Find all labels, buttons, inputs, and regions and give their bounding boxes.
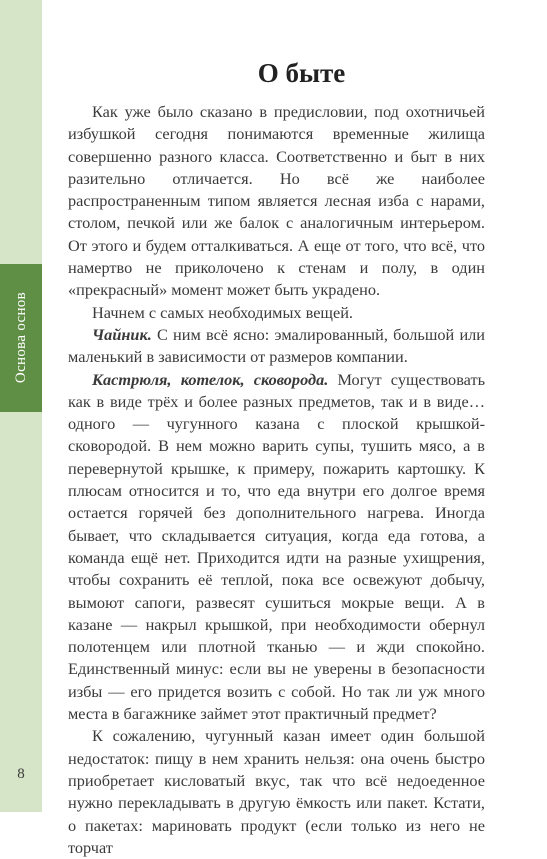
paragraph-text: К сожалению, чугунный казан имеет один большой недостаток: пищу в нем хранить нельзя: она очень быстро приобретает кисловатый вкус, так что всё недоеденное нужно перекладывать в другую ёмкость или пакет. Кстати, о пакетах: мариновать продукт (если только из него не торчат [68, 726, 485, 857]
paragraph-text: Как уже было сказано в предисловии, под охотничьей избушкой сегодня понимаются временные жилища совершенно разного класса. Соответственно и быт в них разительно отличается. Но всё же наиболее распространенным типом является лесная изба с нарами, столом, печкой или же балок с аналогичным интерьером. От этого и будем отталкиваться. А еще от того, что всё, что намертво не приколочено к стенам и полу, в один «прекрасный» момент может быть украдено. [68, 102, 485, 300]
side-tab [0, 0, 56, 812]
paragraph-lead: Чайник. [92, 324, 152, 344]
paragraph [68, 324, 485, 369]
paragraph-lead: Кастрюля, котелок, сковорода. [92, 369, 329, 389]
page-number: 8 [17, 766, 25, 782]
paragraph-text: Начнем с самых необходимых вещей. [92, 302, 353, 322]
page-title: О быте [257, 58, 346, 88]
paragraph [68, 369, 485, 726]
paragraph-text: С ним всё ясно: эмалированный, большой или маленький в зависимости от размеров компании. [68, 324, 485, 367]
paragraph-text: Могут существовать как в виде трёх и более разных предметов, так и в виде… одного — чугунного казана с плоской крышкой-сковородой. В нем можно варить супы, тушить мясо, а в перевернутой крышке, к примеру, пожарить картошку. К плюсам относится и то, что еда внутри его долгое время остается горячей без дополнительного нагрева. Иногда бывает, что складывается ситуация, когда еда готова, а команда ещё нет. Приходится идти на разные ухищрения, чтобы сохранить её теплой, пока все освежуют добычу, вымоют сапоги, развесят сушиться мокрые вещи. А в казане — накрыл крышкой, при необходимости обернул полотенцем или плотной тканью — и жди спокойно. Единственный минус: если вы не уверены в безопасности избы — его придется возить с собой. Но так ли уж много места в багажнике займет этот практичный предмет? [68, 369, 486, 724]
paragraph [68, 302, 485, 324]
section-label [0, 264, 42, 412]
side-tab-lower [0, 412, 42, 812]
paragraph [68, 725, 485, 859]
paragraph [68, 101, 485, 302]
section-label-text: Основа основ [12, 292, 29, 384]
body-text [68, 101, 485, 859]
